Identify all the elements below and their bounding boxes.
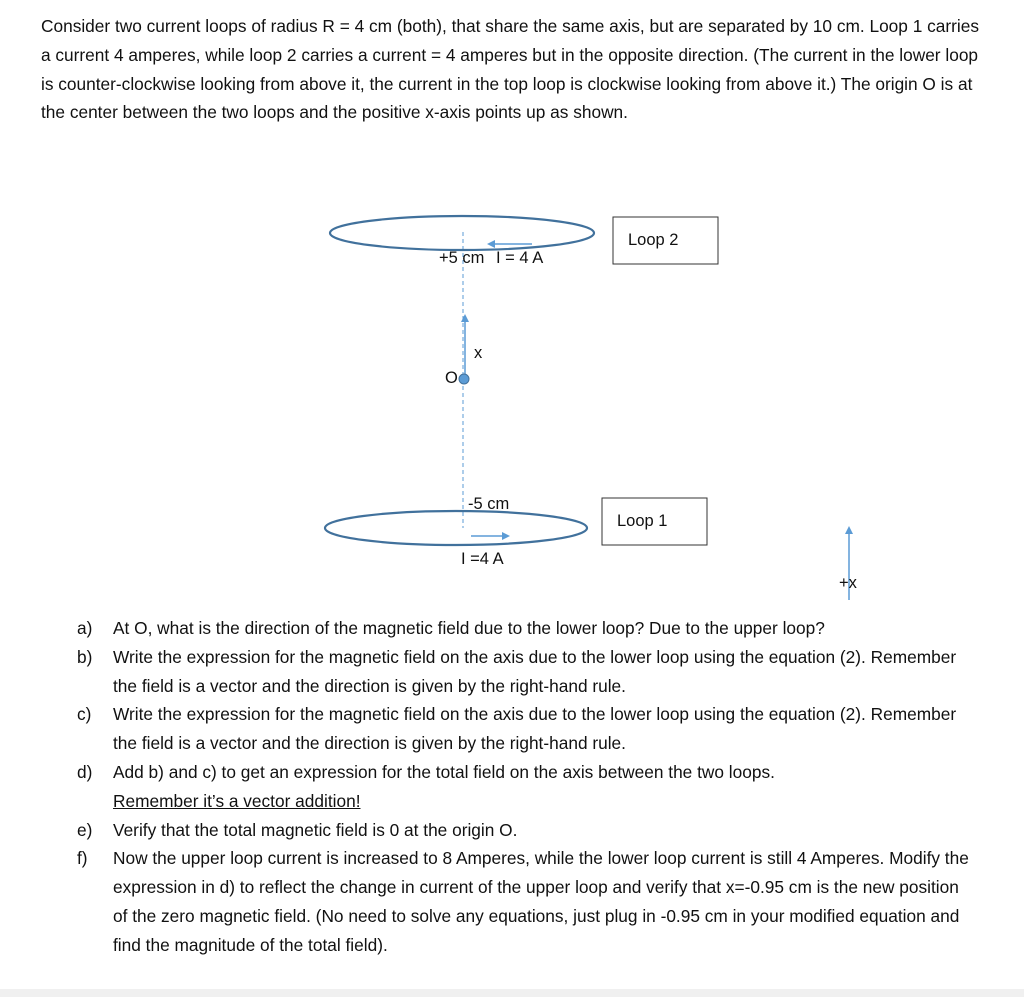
top-position-label: +5 cm <box>439 249 485 267</box>
x-label: x <box>474 344 483 362</box>
question-label: c) <box>77 704 92 725</box>
question-text: Write the expression for the magnetic field on the axis due to the lower loop using the equation (2). Remember the field is a vector and the direction is given by the right-hand rule. <box>113 646 957 696</box>
question-text: Verify that the total magnetic field is 0 at the origin O. <box>113 819 518 840</box>
origin-dot <box>459 374 469 384</box>
loop-1-ellipse <box>325 511 587 545</box>
loop-2-label: Loop 2 <box>628 231 679 249</box>
question-label: e) <box>77 819 93 840</box>
origin-label: O <box>445 369 458 387</box>
question-label: b) <box>77 646 93 667</box>
question-text: At O, what is the direction of the magnetic field due to the lower loop? Due to the upper loop? <box>113 618 825 638</box>
question-d <box>77 758 977 816</box>
question-c <box>77 700 977 758</box>
positive-x-label: +x <box>839 574 857 592</box>
question-label: f) <box>77 848 88 869</box>
bottom-position-label: -5 cm <box>468 495 510 513</box>
question-f <box>77 844 977 959</box>
question-list <box>77 614 977 960</box>
question-text: Add b) and c) to get an expression for the total field on the axis between the two loops. <box>113 761 775 782</box>
page-bottom-edge <box>0 989 1024 997</box>
top-current-label: I = 4 A <box>496 249 544 267</box>
question-text: Write the expression for the magnetic field on the axis due to the lower loop using the equation (2). Remember the field is a vector and the direction is given by the right-hand rule. <box>113 704 957 754</box>
question-b <box>77 643 977 701</box>
loop-2-ellipse <box>330 216 594 250</box>
question-label: a) <box>77 618 93 638</box>
problem-statement: Consider two current loops of radius R = 4 cm (both), that share the same axis, but are separated by 10 cm. Loop 1 carries a current 4 amperes, while loop 2 carries a current = 4 amperes but in the opposite direction. (The current in the lower loop is counter-clockwise looking from above it, the current in the top loop is clockwise looking from above it.) The origin O is at the center between the two loops and the positive x-axis points up as shown. <box>41 16 979 123</box>
question-label: d) <box>77 761 93 782</box>
question-text: Now the upper loop current is increased to 8 Amperes, while the lower loop current is still 4 Amperes. Modify the expression in d) to reflect the change in current of the upper loop and verify that x=-0.95 cm is the new position of the zero magnetic field. (No need to solve any equations, just plug in -0.95 cm in your modified equation and find the magnitude of the total field). <box>113 848 969 955</box>
loop-1-label: Loop 1 <box>617 512 668 530</box>
question-e <box>77 816 977 845</box>
question-a <box>77 614 977 643</box>
bottom-current-label: I =4 A <box>461 550 504 568</box>
question-underlined-note: Remember it’s a vector addition! <box>113 790 361 811</box>
